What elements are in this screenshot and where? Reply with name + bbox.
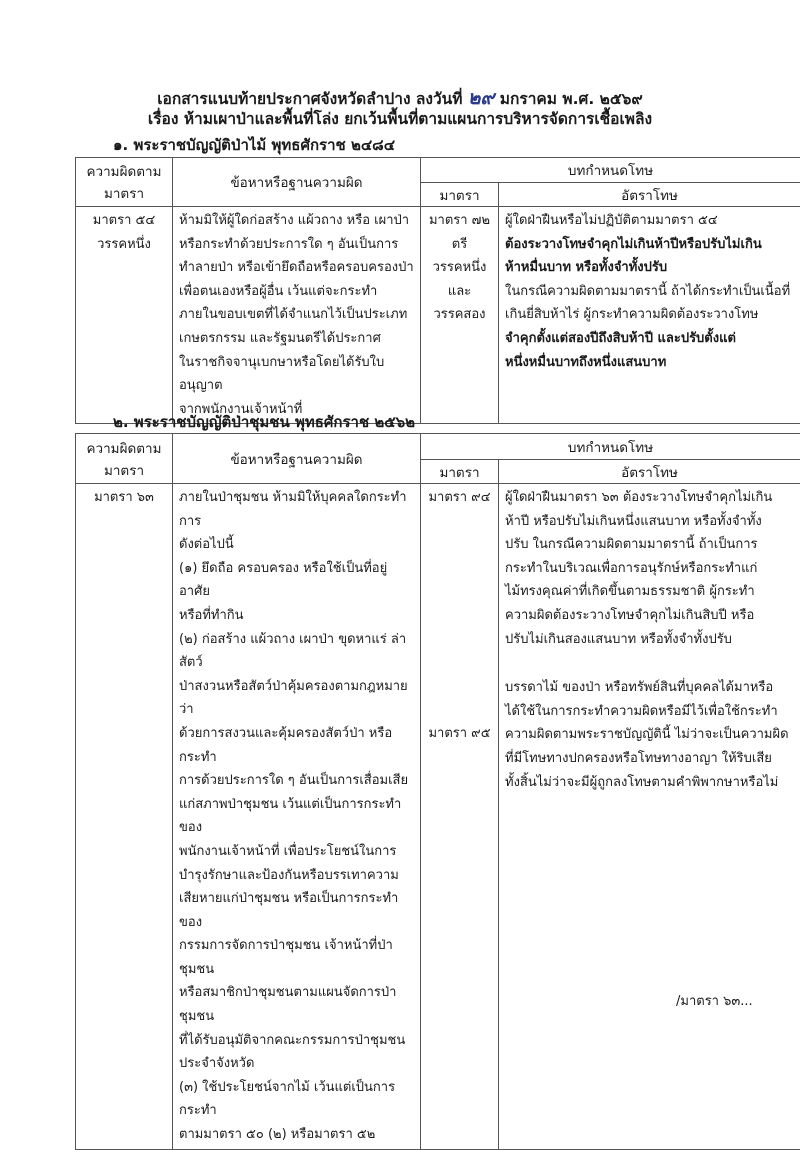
charge-cell: ห้ามมิให้ผู้ใดก่อสร้าง แผ้วถาง หรือ เผาป่า หรือกระทำด้วยประการใด ๆ อันเป็นการ ทำลายป่า หรือเข้ายึดถือหรือครอบครองป่า เพื่อตนเองหรือผู้อื่น เว้นแต่จะกระทำ ภายในขอบเขตที่ได้จำแนกไว้เป็นประเภท เกษตรกรรม และรัฐมนตรีได้ประกาศ ในราชกิจจานุเบกษาหรือโดยได้รับใบอนุญาต จากพนักงานเจ้าหน้าที่ [173, 207, 421, 424]
penalty-section-cell [421, 484, 499, 1150]
col-offense-section: ความผิดตาม มาตรา [76, 158, 173, 207]
header-suffix: มกราคม พ.ศ. ๒๕๖๙ [500, 90, 643, 108]
col-charge: ข้อหาหรือฐานความผิด [173, 158, 421, 207]
continuation-note: /มาตรา ๖๓... [676, 995, 753, 1008]
col-penalty-section: มาตรา [421, 460, 499, 484]
col-charge: ข้อหาหรือฐานความผิด [173, 434, 421, 484]
charge-cell: ภายในป่าชุมชน ห้ามมิให้บุคคลใดกระทำการ ดังต่อไปนี้ (๑) ยึดถือ ครอบครอง หรือใช้เป็นที่อยู่อาศัย หรือที่ทำกิน (๒) ก่อสร้าง แผ้วถาง เผาป่า ขุดหาแร่ ล่าสัตว์ ป่าสงวนหรือสัตว์ป่าคุ้มครองตามกฎหมายว่า ด้วยการสงวนและคุ้มครองสัตว์ป่า หรือกระทำ การด้วยประการใด ๆ อันเป็นการเสื่อมเสีย แก่สภาพป่าชุมชน เว้นแต่เป็นการกระทำของ พนักงานเจ้าหน้าที่ เพื่อประโยชน์ในการ บำรุงรักษาและป้องกันหรือบรรเทาความ เสียหายแก่ป่าชุมชน หรือเป็นการกระทำของ กรรมการจัดการป่าชุมชน เจ้าหน้าที่ป่าชุมชน หรือสมาชิกป่าชุมชนตามแผนจัดการป่าชุมชน ที่ได้รับอนุมัติจากคณะกรรมการป่าชุมชน ประจำจังหวัด (๓) ใช้ประโยชน์จากไม้ เว้นแต่เป็นการกระทำ ตามมาตรา ๕๐ (๒) หรือมาตรา ๕๒ [173, 484, 421, 1150]
col-offense-section: ความผิดตาม มาตรา [76, 434, 173, 484]
penalty-rate-cell: ผู้ใดฝ่าฝืนมาตรา ๖๓ ต้องระวางโทษจำคุกไม่เกิน ห้าปี หรือปรับไม่เกินหนึ่งแสนบาท หรือทั้งจำทั้ง ปรับ ในกรณีความผิดตามมาตรานี้ ถ้าเป็นการ กระทำในบริเวณเพื่อการอนุรักษ์หรือกระทำแก่ ไม้ทรงคุณค่าที่เกิดขึ้นตามธรรมชาติ ผู้กระทำ ความผิดต้องระวางโทษจำคุกไม่เกินสิบปี หรือ ปรับไม่เกินสองแสนบาท หรือทั้งจำทั้งปรับ บรรดาไม้ ของป่า หรือทรัพย์สินที่บุคคลได้มาหรือ ได้ใช้ในการกระทำความผิดหรือมีไว้เพื่อใช้กระทำ ความผิดตามพระราชบัญญัตินี้ ไม่ว่าจะเป็นความผิด ที่มีโทษทางปกครองหรือโทษทางอาญา ให้ริบเสีย ทั้งสิ้นไม่ว่าจะมีผู้ถูกลงโทษตามคำพิพากษาหรือไม่ [499, 484, 800, 1150]
penalty-section-cell: มาตรา ๗๒ ตรี วรรคหนึ่ง และ วรรคสอง [421, 207, 499, 424]
section1-title: ๑. พระราชบัญญัติป่าไม้ พุทธศักราช ๒๔๘๔ [113, 138, 395, 153]
community-forest-act-table [75, 433, 800, 1150]
document-header-line1 [0, 89, 800, 108]
forest-act-table [75, 157, 800, 424]
penalty-rate-cell: ผู้ใดฝ่าฝืนหรือไม่ปฏิบัติตามมาตรา ๕๔ ต้องระวางโทษจำคุกไม่เกินห้าปีหรือปรับไม่เกิน ห้าหมื่นบาท หรือทั้งจำทั้งปรับ ในกรณีความผิดตามมาตรานี้ ถ้าได้กระทำเป็นเนื้อที่ เกินยี่สิบห้าไร่ ผู้กระทำความผิดต้องระวางโทษ จำคุกตั้งแต่สองปีถึงสิบห้าปี และปรับตั้งแต่ หนึ่งหมื่นบาทถึงหนึ่งแสนบาท [499, 207, 800, 424]
penalty-section-95: มาตรา ๙๕ [427, 722, 492, 746]
offense-section-cell: มาตรา ๖๓ [76, 484, 173, 1150]
section2-title: ๒. พระราชบัญญัติป่าชุมชน พุทธศักราช ๒๕๖๒ [113, 415, 415, 430]
offense-section-cell: มาตรา ๕๔ วรรคหนึ่ง [76, 207, 173, 424]
col-penalty: บทกำหนดโทษ [421, 158, 800, 183]
handwritten-day: ๒๙ [468, 87, 494, 109]
penalty-section-94: มาตรา ๙๔ [427, 486, 492, 510]
header-prefix: เอกสารแนบท้ายประกาศจังหวัดลำปาง ลงวันที่ [157, 90, 462, 108]
col-penalty-section: มาตรา [421, 183, 499, 207]
col-penalty: บทกำหนดโทษ [421, 434, 800, 460]
col-penalty-rate: อัตราโทษ [499, 460, 800, 484]
col-penalty-rate: อัตราโทษ [499, 183, 800, 207]
document-subject: เรื่อง ห้ามเผาป่าและพื้นที่โล่ง ยกเว้นพื้นที่ตามแผนการบริหารจัดการเชื้อเพลิง [0, 112, 800, 128]
